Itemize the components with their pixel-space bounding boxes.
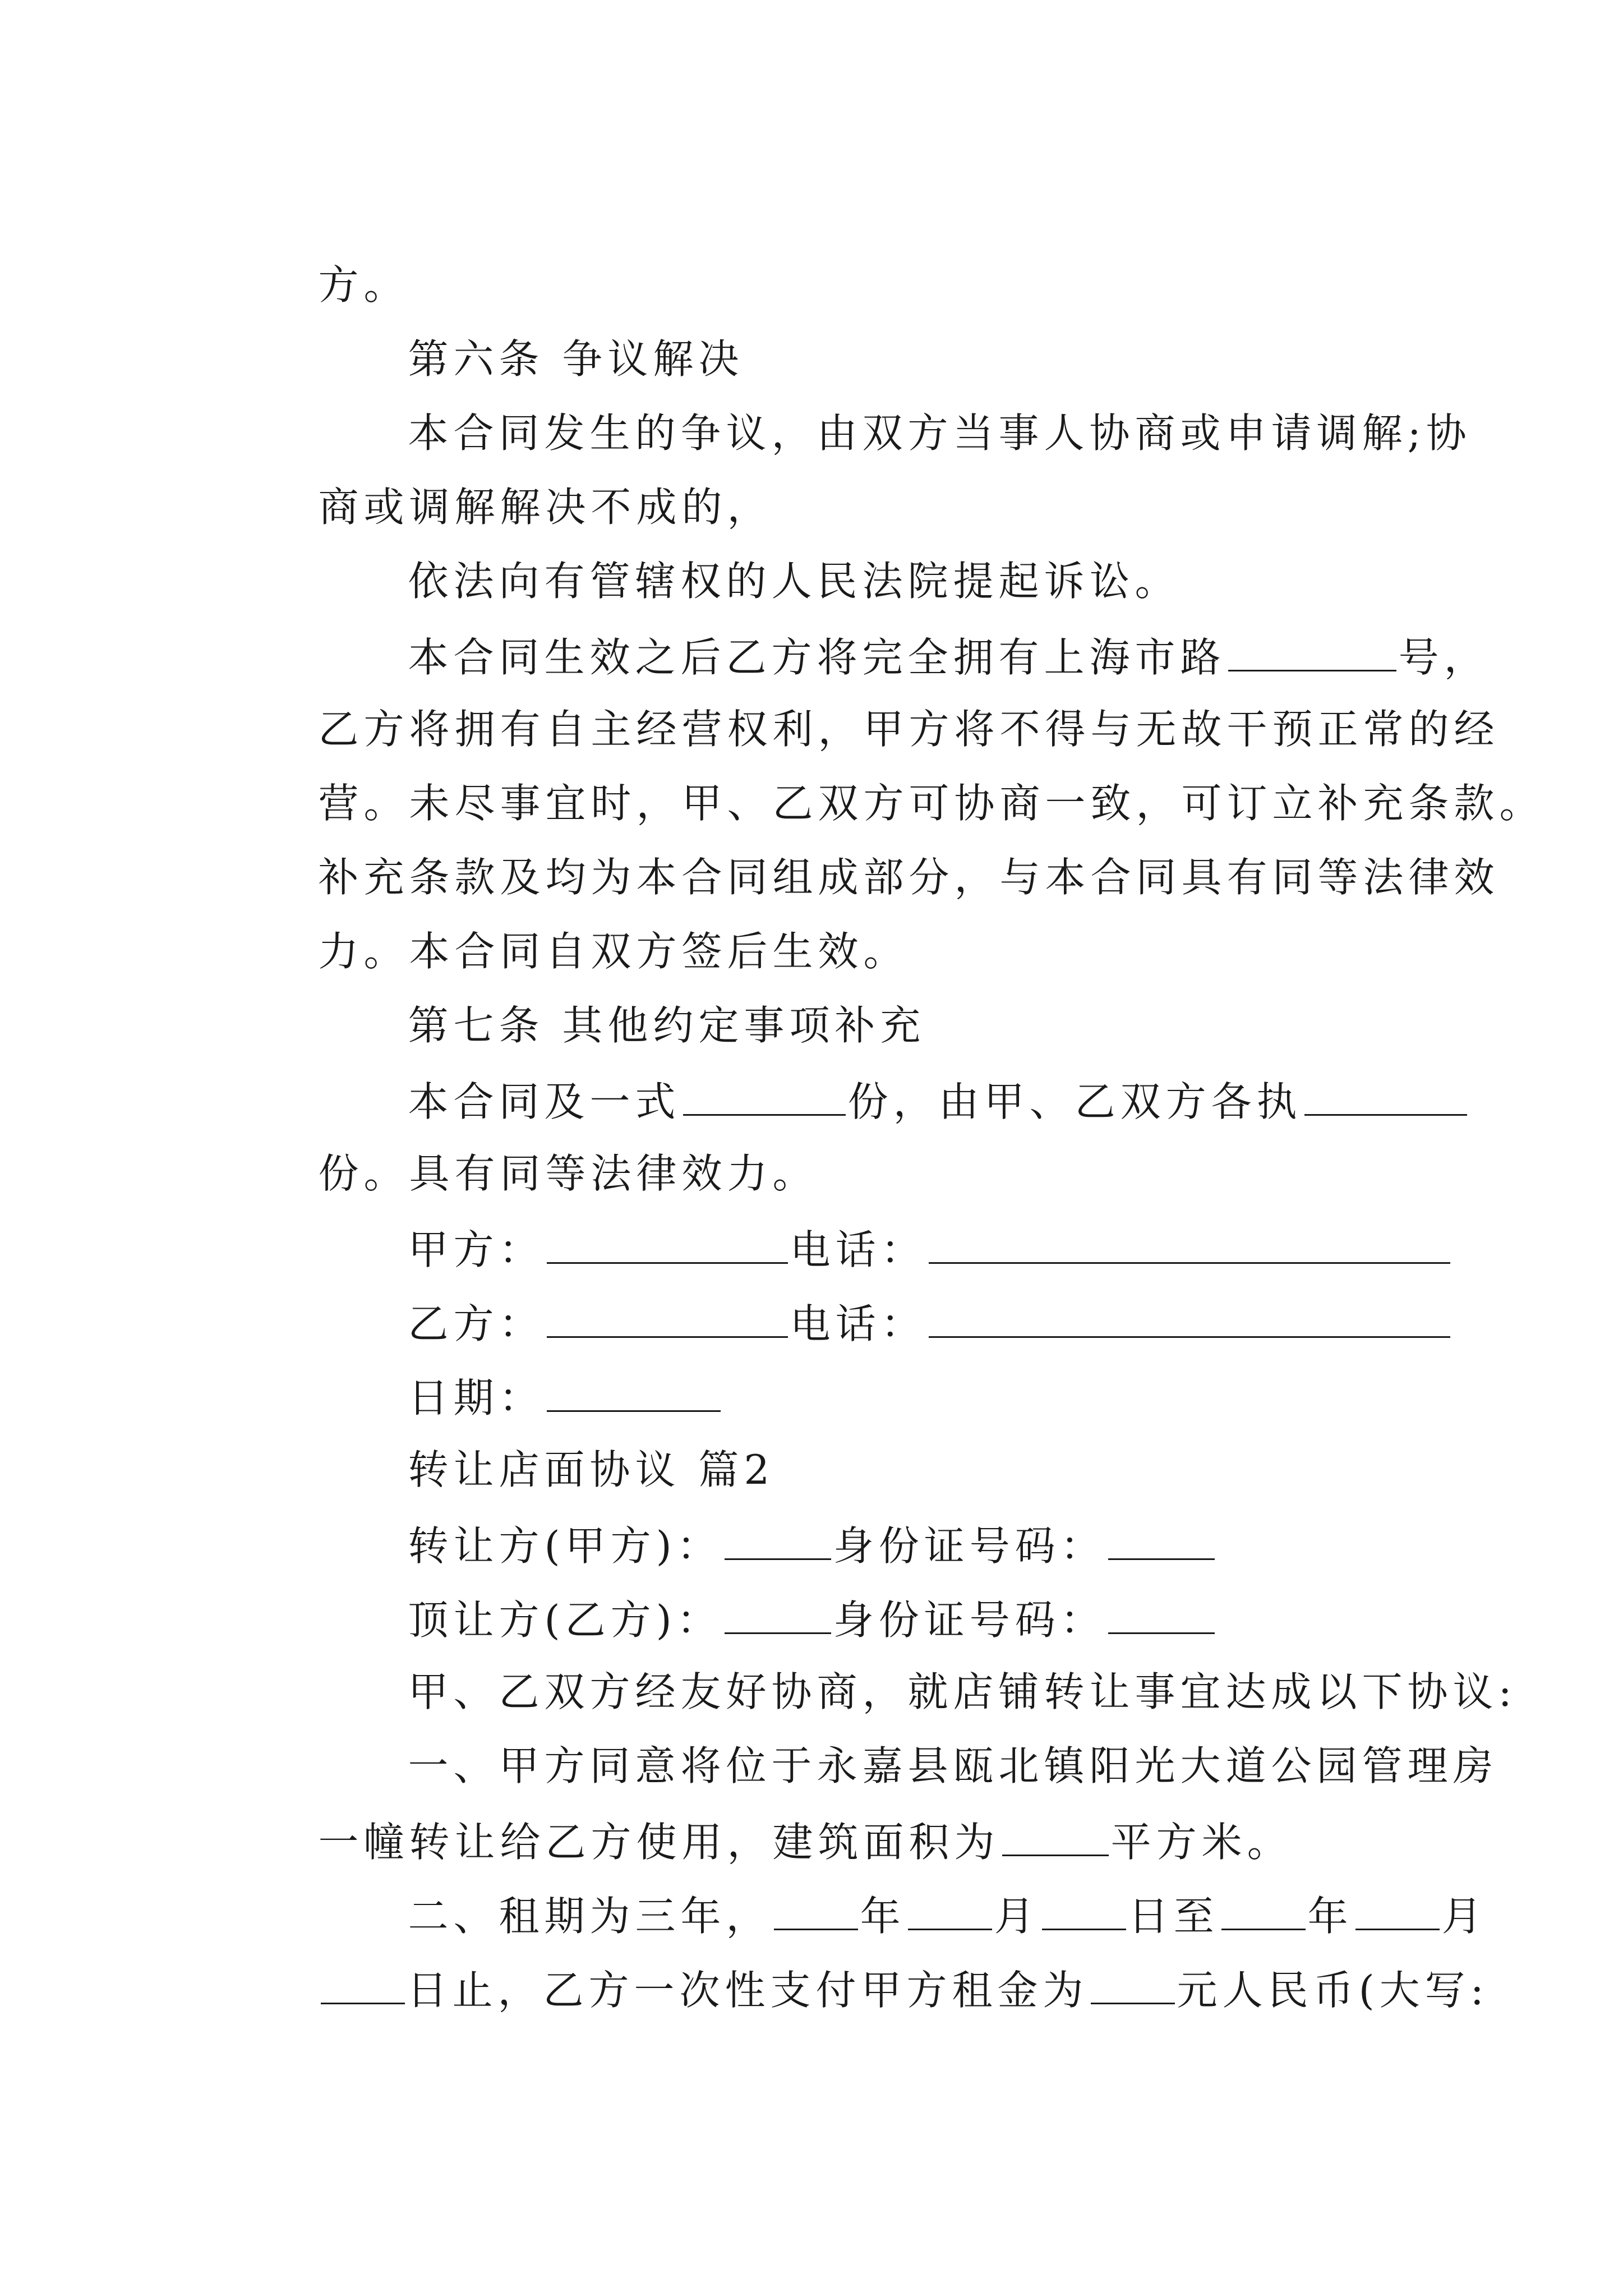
text: 方。 xyxy=(318,261,409,309)
text: 补充条款及均为本合同组成部分，与本合同具有同等法律效 xyxy=(318,854,1500,901)
text: 本合同及一式 xyxy=(408,1078,681,1125)
text: 号， xyxy=(1398,634,1490,681)
text: 甲方： xyxy=(408,1226,545,1273)
party-a-phone-blank[interactable] xyxy=(929,1227,1450,1264)
text: 甲、乙双方经友好协商，就店铺转让事宜达成以下协议: xyxy=(408,1668,1517,1715)
fill-in-blank[interactable] xyxy=(1304,1079,1467,1116)
transferor-id-blank[interactable] xyxy=(1108,1524,1215,1560)
rent-line xyxy=(247,1927,1489,2051)
text: 身份证号码： xyxy=(833,1522,1106,1570)
text: 依法向有管辖权的人民法院提起诉讼。 xyxy=(408,558,1181,605)
start-month-blank[interactable] xyxy=(908,1894,992,1930)
text: 商或调解解决不成的， xyxy=(318,484,773,531)
end-month-blank[interactable] xyxy=(1355,1894,1440,1930)
text: 月 xyxy=(994,1893,1040,1940)
text: 力。本合同自双方签后生效。 xyxy=(318,928,909,975)
text: 第六条 争议解决 xyxy=(408,335,744,383)
text: 份。具有同等法律效力。 xyxy=(318,1150,818,1197)
text: 日至 xyxy=(1128,1893,1219,1940)
text: 电话： xyxy=(790,1226,926,1273)
party-a-name-blank[interactable] xyxy=(547,1227,788,1264)
party-b-name-blank[interactable] xyxy=(547,1301,788,1338)
fill-in-blank[interactable] xyxy=(683,1079,846,1116)
text: 月 xyxy=(1441,1893,1487,1940)
area-blank[interactable] xyxy=(1002,1820,1109,1856)
transferee-name-blank[interactable] xyxy=(725,1598,831,1634)
text: 电话： xyxy=(790,1300,926,1347)
party-b-phone-blank[interactable] xyxy=(929,1301,1450,1338)
text: 平方米。 xyxy=(1110,1819,1293,1866)
transferee-id-blank[interactable] xyxy=(1108,1598,1215,1634)
text: 转让店面协议 篇2 xyxy=(408,1446,775,1493)
text: 年 xyxy=(860,1893,906,1940)
text: 日期： xyxy=(408,1374,545,1421)
transferor-name-blank[interactable] xyxy=(725,1524,831,1560)
start-day-blank[interactable] xyxy=(1042,1894,1126,1930)
text: 一幢转让给乙方使用，建筑面积为 xyxy=(318,1819,1000,1866)
text: 转让方(甲方)： xyxy=(408,1522,722,1570)
end-year-blank[interactable] xyxy=(1221,1894,1306,1930)
text: 本合同生效之后乙方将完全拥有上海市路 xyxy=(408,634,1226,681)
text: 营。未尽事宜时，甲、乙双方可协商一致，可订立补充条款。 xyxy=(318,780,1545,827)
end-day-blank[interactable] xyxy=(321,1968,405,2004)
text: 份，由甲、乙双方各执 xyxy=(847,1078,1302,1125)
text: 乙方将拥有自主经营权利，甲方将不得与无故干预正常的经 xyxy=(318,706,1500,753)
text: 第七条 其他约定事项补充 xyxy=(408,1002,926,1049)
fill-in-blank[interactable] xyxy=(1228,635,1396,671)
text: 二、租期为三年， xyxy=(408,1893,772,1940)
start-year-blank[interactable] xyxy=(774,1894,858,1930)
text: 年 xyxy=(1307,1893,1353,1940)
text: 一、甲方同意将位于永嘉县瓯北镇阳光大道公园管理房 xyxy=(408,1742,1498,1789)
date-blank[interactable] xyxy=(547,1375,721,1412)
text: 顶让方(乙方)： xyxy=(408,1596,722,1644)
text: 本合同发生的争议，由双方当事人协商或申请调解;协 xyxy=(408,409,1472,457)
rent-amount-blank[interactable] xyxy=(1091,1968,1175,2004)
text: 身份证号码： xyxy=(833,1596,1106,1644)
text: 元人民币(大写: xyxy=(1177,1967,1489,2014)
text: 乙方： xyxy=(408,1300,545,1347)
text: 日止，乙方一次性支付甲方租金为 xyxy=(407,1967,1089,2014)
